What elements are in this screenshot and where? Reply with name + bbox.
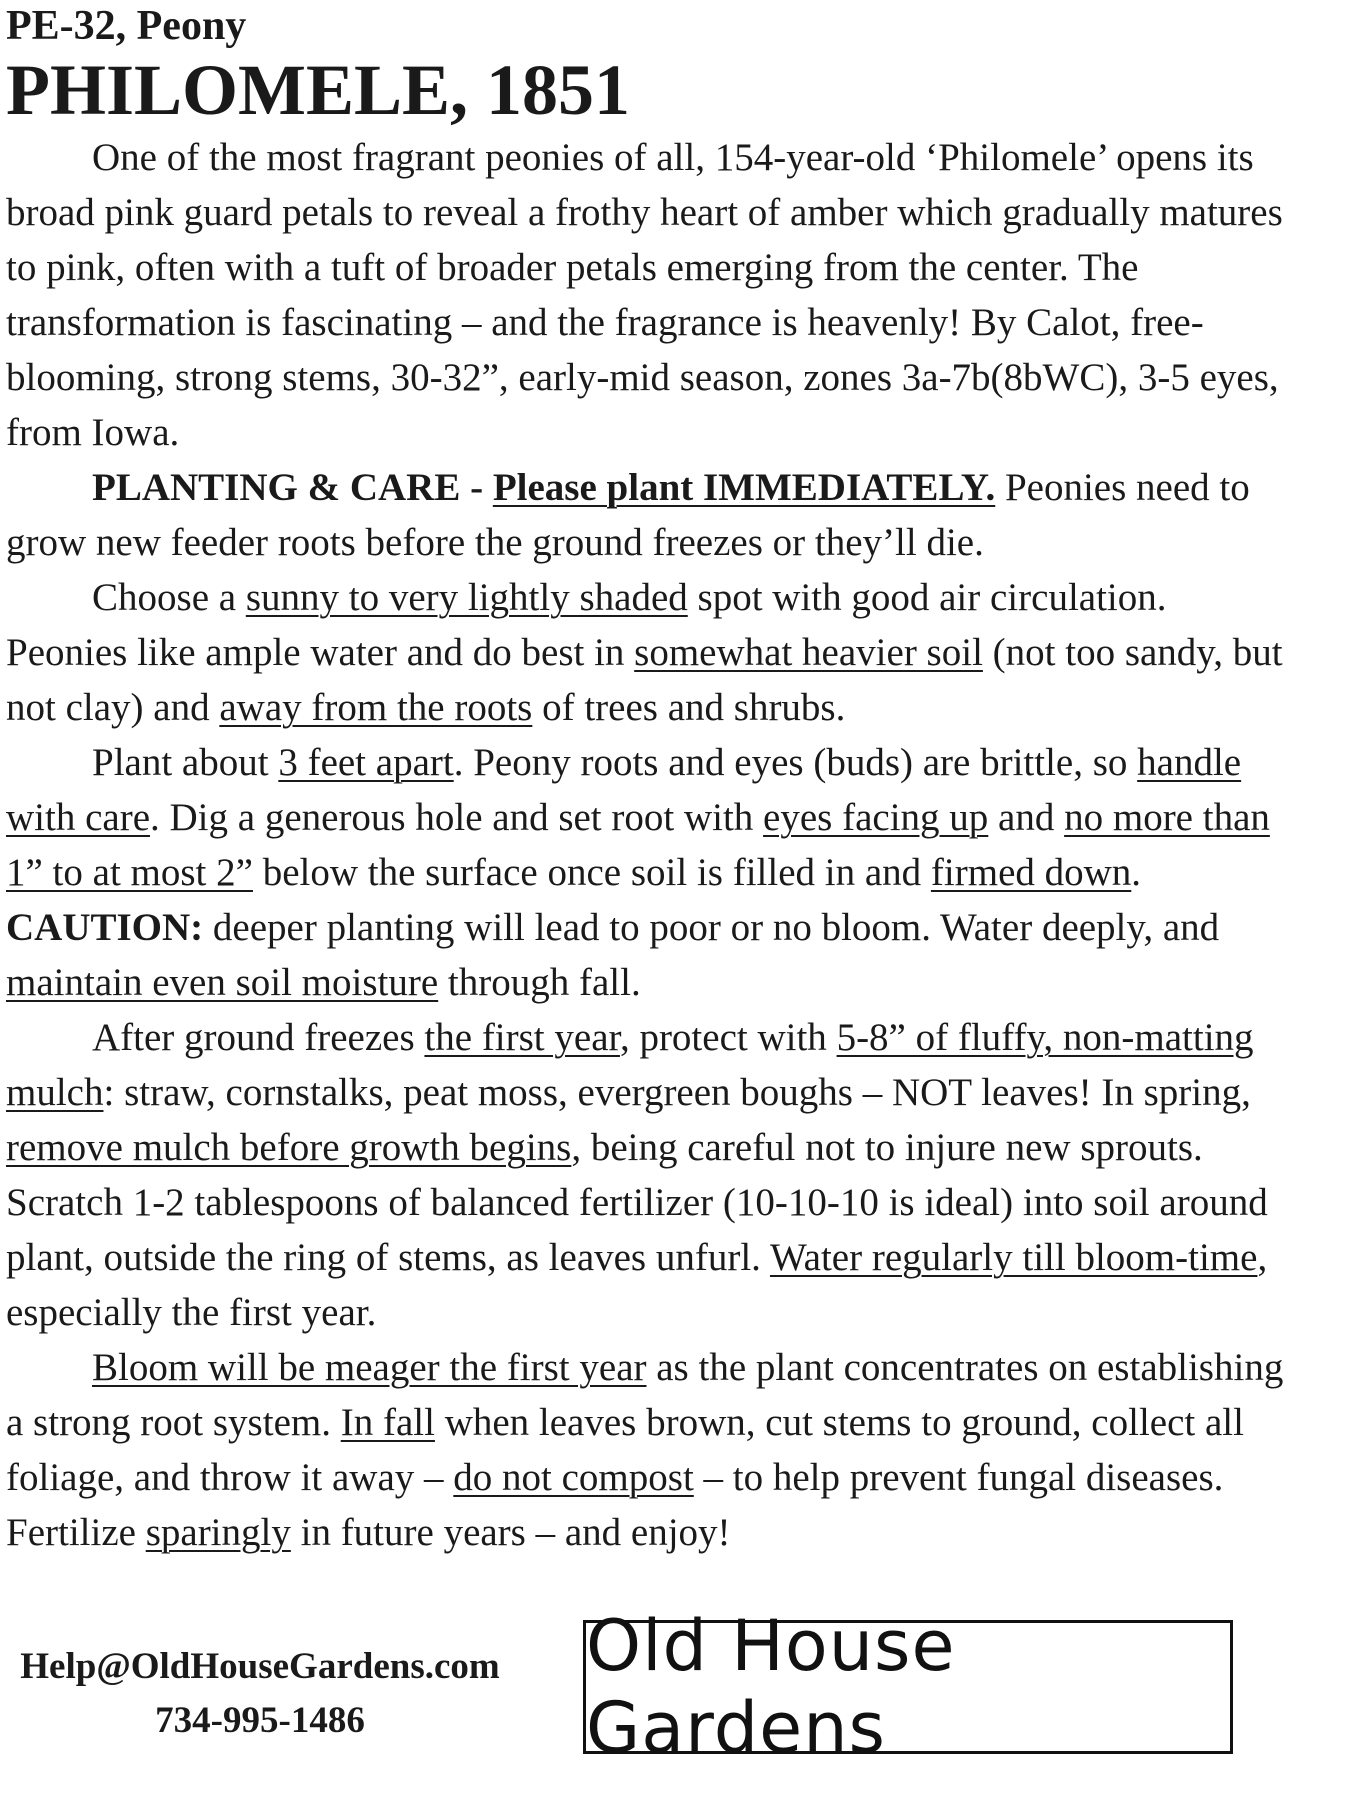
underlined-phrase: sunny to very lightly shaded [245,576,688,619]
planting-intro-text: Peonies need to grow new feeder roots before the ground freezes or they’ll die. [6,466,1250,564]
text-run: spot with good air circulation. Peonies like ample water and do best in [6,576,1167,674]
urgent-note: Please plant IMMEDIATELY. [492,466,996,509]
contact-block [10,1640,510,1748]
text-run: – to help prevent fungal diseases. Fertilize [6,1456,1224,1554]
underlined-phrase: maintain even soil moisture [6,961,439,1004]
underlined-phrase: handle with care [6,741,1242,839]
planting-heading: PLANTING & CARE - [92,466,493,509]
text-run: below the surface once soil is filled in and [252,851,931,894]
bloom-paragraph [6,1340,1286,1560]
mulch-paragraph [6,1010,1286,1340]
variety-title: PHILOMELE, 1851 [6,50,631,130]
text-run: of trees and shrubs. [532,686,846,729]
contact-phone: 734-995-1486 [155,1700,365,1741]
underlined-phrase: away from the roots [219,686,533,729]
underlined-phrase: eyes facing up [763,796,989,839]
text-run: , being careful not to injure new sprouts. Scratch 1-2 tablespoons of balanced fertilizer (10-10-10 is ideal) into soil around plant, outside the ring of stems, as leaves unfurl. [6,1126,1268,1279]
text-run: Plant about [92,741,279,784]
brand-logo [583,1605,1233,1769]
text-run: . Peony roots and eyes (buds) are brittle, so [453,741,1138,784]
text-run: : straw, cornstalks, peat moss, evergreen boughs – NOT leaves! In spring, [103,1071,1251,1114]
underlined-phrase: no more than 1” to at most 2” [6,796,1270,894]
text-run: Choose a [92,576,246,619]
text-run: (not too sandy, but not clay) and [6,631,1283,729]
underlined-phrase: firmed down [930,851,1132,894]
underlined-phrase: Bloom will be meager the first year [92,1346,647,1389]
text-run: in future years – and enjoy! [290,1511,731,1554]
text-run: , especially the first year. [6,1236,1268,1334]
text-run: deeper planting will lead to poor or no bloom. Water deeply, and [203,906,1220,949]
underlined-phrase: 5-8” of fluffy, non-matting mulch [6,1016,1254,1114]
text-run: After ground freezes [92,1016,425,1059]
planting-intro-paragraph [6,460,1286,570]
text-run: . Dig a generous hole and set root with [150,796,764,839]
text-run: and [988,796,1065,839]
text-run: when leaves brown, cut stems to ground, collect all foliage, and throw it away – [6,1401,1244,1499]
underlined-phrase: 3 feet apart [278,741,454,784]
underlined-phrase: remove mulch before growth begins [6,1126,572,1169]
seed-packet-sheet [6,0,1286,1560]
text-run: , protect with [619,1016,837,1059]
text-run: . [1131,851,1142,894]
product-code: PE-32, Peony [6,3,247,49]
contact-email[interactable]: Help@OldHouseGardens.com [20,1646,500,1687]
underlined-phrase: Water regularly till bloom-time [769,1236,1258,1279]
text-run: through fall. [438,961,641,1004]
underlined-phrase: somewhat heavier soil [634,631,983,674]
site-paragraph [6,570,1286,735]
brand-logo-text: Old House Gardens [586,1605,956,1769]
text-run: as the plant concentrates on establishing a strong root system. [6,1346,1284,1444]
bold-phrase: CAUTION: [6,906,204,949]
body-text [6,130,1286,1560]
underlined-phrase: sparingly [145,1511,291,1554]
underlined-phrase: the first year [424,1016,620,1059]
underlined-phrase: In fall [340,1401,435,1444]
underlined-phrase: do not compost [453,1456,694,1499]
description-paragraph: One of the most fragrant peonies of all, 154-year-old ‘Philomele’ opens its broad pink guard petals to reveal a frothy heart of amber which gradually matures to pink, often with a tuft of broader petals emerging from the center. The transformation is fascinating – and the fragrance is heavenly! By Calot, free-blooming, strong stems, 30-32”, early-mid season, zones 3a-7b(8bWC), 3-5 eyes, from Iowa. [6,136,1283,454]
planting-depth-paragraph [6,735,1286,1010]
